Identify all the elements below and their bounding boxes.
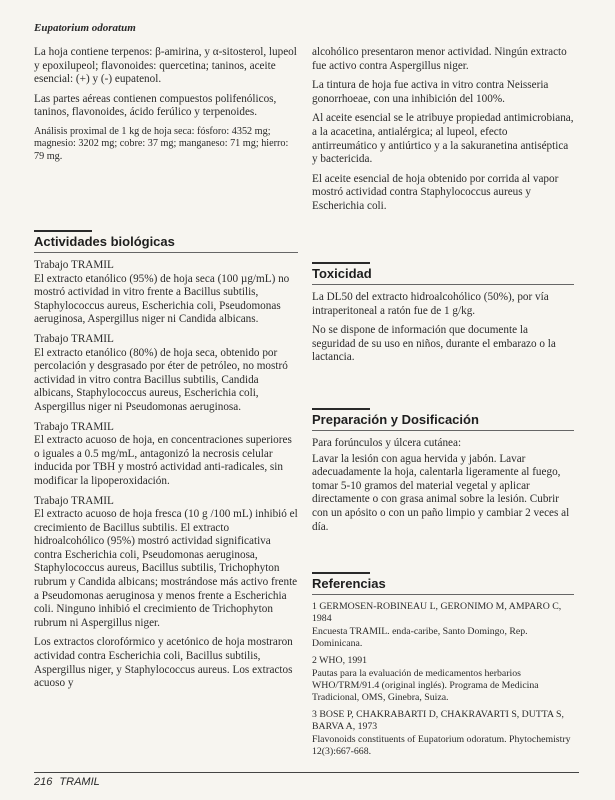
reference-3-detail: Flavonoids constituents of Eupatorium odoratum. Phytochemistry 12(3):667-668. <box>312 734 571 757</box>
tramil-16-label: Trabajo TRAMIL <box>34 420 114 433</box>
section-rule <box>312 572 370 574</box>
tramil-17-label: Trabajo TRAMIL <box>34 494 114 507</box>
tramil-14-text: El extracto etanólico (95%) de hoja seca (100 µg/mL) no mostró actividad in vitro frente a Bacillus subtilis, Staphylococcus aureus, Escherichia coli, Pseudomonas aeruginosa, Aspergillus niger ni Candida albicans. <box>34 272 290 326</box>
page-footer <box>34 776 104 788</box>
preparation-paragraph-2: Lavar la lesión con agua hervida y jabón. Lavar adecuadamente la hoja, calentarla ligeramente al fuego, tomar 5-10 gramos del material vegetal y aplicar directamente o con grasa animal sobre la lesión. Cubrir con un apósito o con un paño limpio y cambiar 2 veces al día. <box>312 452 570 533</box>
toxicity-section <box>312 262 574 371</box>
reference-1: 1 GERMOSEN-ROBINEAU L, GERONIMO M, AMPARO C, 1984 <box>312 601 562 624</box>
continued-paragraph-3: Al aceite esencial se le atribuye propiedad antimicrobiana, a la acacetina, antialérgica; al lupeol, efecto antirreumático y antiúrtico y a la sakuranetina antiséptica y bactericida. <box>312 112 574 166</box>
tramil-15-text: El extracto etanólico (80%) de hoja seca, obtenido por percolación y desgrasado por éter de petróleo, no mostró actividad in vitro contra Bacillus subtilis, Candida albicans, Staphylococcus aureus, Escherichia coli, Aspergillus niger ni Pseudomonas aeruginosa. <box>34 346 288 413</box>
bio-section <box>34 230 298 697</box>
section-rule <box>312 408 370 410</box>
reference-3: 3 BOSE P, CHAKRABARTI D, CHAKRAVARTI S, DUTTA S, BARVA A, 1973 <box>312 709 564 732</box>
tramil-16-text: El extracto acuoso de hoja, en concentraciones superiores o iguales a 0.5 mg/mL, antagonizó la necrosis celular inducida por TBH y mostró actividad anti-radicales, sin modificar la lipoperoxidación. <box>34 434 292 487</box>
continued-paragraph-4: El aceite esencial de hoja obtenido por corrida al vapor mostró actividad contra Staphylococcus aureus y Escherichia coli. <box>312 172 559 212</box>
references-section <box>312 572 574 763</box>
tramil-14-label: Trabajo TRAMIL <box>34 259 114 271</box>
intro-paragraph-3: Análisis proximal de 1 kg de hoja seca: fósforo: 4352 mg; magnesio: 3202 mg; cobre: 37 mg; manganeso: 71 mg; hierro: 79 mg. <box>34 125 289 162</box>
section-rule <box>312 262 370 264</box>
references-section-title: Referencias <box>312 576 574 595</box>
intro-paragraph-1: La hoja contiene terpenos: β-amirina, y α-sitosterol, lupeol y epoxilupeol; flavonoides: quercetina; taninos, aceite esencial: (+) y (-) eupatenol. <box>34 46 297 86</box>
continued-paragraph-1: alcohólico presentaron menor actividad. Ningún extracto fue activo contra Aspergillus niger. <box>312 46 567 72</box>
reference-1-detail: Encuesta TRAMIL. enda-caribe, Santo Domingo, Rep. Dominicana. <box>312 626 528 649</box>
continued-paragraph-2: La tintura de hoja fue activa in vitro contra Neisseria gonorrhoeae, con una inhibición del 100%. <box>312 79 549 105</box>
bio-section-title: Actividades biológicas <box>34 234 298 253</box>
section-rule <box>34 230 92 232</box>
page-number: 216 <box>34 776 53 788</box>
toxicity-paragraph-2: No se dispone de información que documente la seguridad de su uso en niños, durante el embarazo o la lactancia. <box>312 324 556 364</box>
running-head: Eupatorium odoratum <box>34 22 136 34</box>
footer-publisher: TRAMIL <box>59 776 100 788</box>
right-column <box>312 46 574 220</box>
toxicity-section-title: Toxicidad <box>312 266 574 285</box>
reference-2-detail: Pautas para la evaluación de medicamentos herbarios WHO/TRM/91.4 (original inglés). Programa de Medicina Tradicional, OMS, Ginebra, Suiza. <box>312 668 539 703</box>
intro-paragraph-2: Las partes aéreas contienen compuestos polifenólicos, taninos, flavonoides, ácido ferúlico y terpenoides. <box>34 92 277 119</box>
reference-2: 2 WHO, 1991 <box>312 655 368 666</box>
preparation-section-title: Preparación y Dosificación <box>312 412 574 431</box>
tramil-17-text-2: Los extractos clorofórmico y acetónico de hoja mostraron actividad contra Escherichia coli, Bacillus subtilis, Aspergillus niger, y Staphylococcus aureus. Los extractos acuoso y <box>34 636 293 690</box>
tramil-15-label: Trabajo TRAMIL <box>34 332 114 345</box>
tramil-17-text: El extracto acuoso de hoja fresca (10 g /100 mL) inhibió el crecimiento de Bacillus subtilis. El extracto hidroalcohólico (95%) mostró actividad significativa contra Escherichia coli, Pseudomonas aeruginosa, Staphylococcus aureus, Bacillus subtilis, Trichophyton rubrum y Candida albicans; mostrándose más activo frente a Pseudomonas aeruginosa y menos frente a Escherichia coli. Ninguno inhibió el crecimiento de Trichophyton rubrum ni Aspergillus niger. <box>34 508 298 629</box>
footer-rule <box>34 772 579 773</box>
preparation-section <box>312 408 574 540</box>
left-column <box>34 46 298 169</box>
preparation-paragraph-1: Para forúnculos y úlcera cutánea: <box>312 437 462 449</box>
toxicity-paragraph-1: La DL50 del extracto hidroalcohólico (50%), por vía intraperitoneal a ratón fue de 1 g/kg. <box>312 291 549 317</box>
